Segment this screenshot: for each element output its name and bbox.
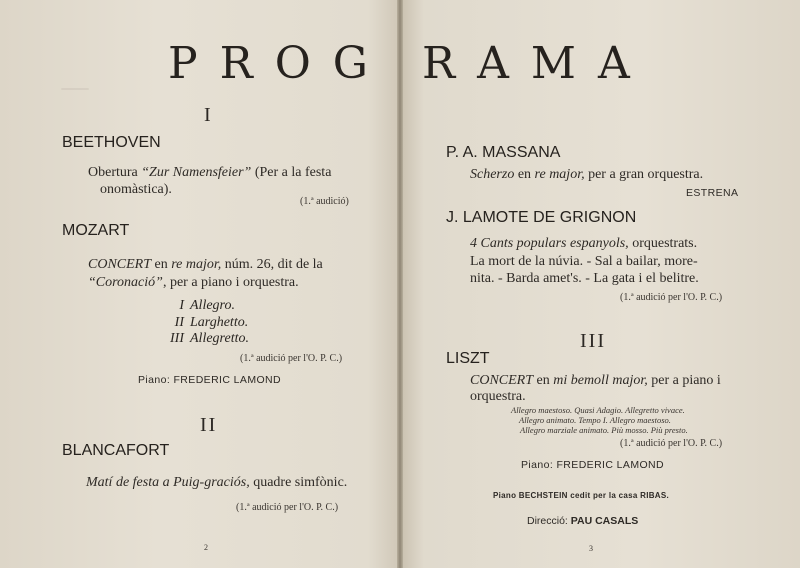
liszt-work-title: CONCERT xyxy=(470,373,534,388)
liszt-pianist: Piano: FREDERIC LAMOND xyxy=(521,459,664,471)
blancafort-work-line xyxy=(86,474,347,492)
liszt-work-suffix: per a piano i xyxy=(647,373,721,388)
section-heading-2: II xyxy=(200,414,218,436)
movement-name: Allegretto. xyxy=(190,331,249,346)
composer-lamote-de-grignon: J. LAMOTE DE GRIGNON xyxy=(446,209,637,226)
conductor-label: Direcció: xyxy=(527,515,568,527)
show-through-marks: — xyxy=(60,70,100,105)
beethoven-work-prefix: Obertura xyxy=(88,165,142,180)
liszt-work-line-2: orquestra. xyxy=(470,389,526,404)
mozart-work-title: CONCERT xyxy=(88,257,152,272)
liszt-tempo-line-2: Allegro animato. Tempo I. Allegro maestoso. xyxy=(519,415,671,425)
massana-work-title: Scherzo xyxy=(470,167,515,182)
liszt-tempo-line-3: Allegro marziale animato. Più mosso. Più presto. xyxy=(520,425,688,435)
mozart-pianist: Piano: FREDERIC LAMOND xyxy=(138,374,281,386)
mozart-audition-note: (1.ª audició per l'O. P. C.) xyxy=(240,353,343,364)
mozart-movement-3 xyxy=(158,331,249,347)
mozart-movement-1 xyxy=(158,298,235,314)
massana-premiere-label: ESTRENA xyxy=(686,187,739,199)
mozart-work-nickname: “Coronació” xyxy=(88,275,163,290)
movement-number: III xyxy=(170,331,184,346)
lamote-audition-note: (1.ª audició per l'O. P. C.) xyxy=(620,292,723,303)
composer-blancafort: BLANCAFORT xyxy=(62,442,170,459)
beethoven-work-title: “Zur Namensfeier” xyxy=(141,165,252,180)
beethoven-audition-note: (1.ª audició) xyxy=(300,196,349,207)
liszt-audition-note: (1.ª audició per l'O. P. C.) xyxy=(620,438,723,449)
beethoven-work-suffix: (Per a la festa xyxy=(251,165,332,180)
page-number-left: 2 xyxy=(204,543,208,552)
title-right-half: RAMA xyxy=(422,38,652,89)
mozart-work-mid: en xyxy=(151,257,172,272)
blancafort-work-title: Matí de festa a Puig-graciós, xyxy=(86,475,250,490)
lamote-work-suffix: orquestrats. xyxy=(628,236,698,251)
liszt-work-mid: en xyxy=(533,373,554,388)
lamote-work-line-3: nita. - Barda amet's. - La gata i el belitre. xyxy=(470,271,699,286)
mozart-work-suffix: núm. 26, dit de la xyxy=(221,257,323,272)
beethoven-work-line-1 xyxy=(88,164,331,182)
page-number-right: 3 xyxy=(589,544,593,553)
composer-massana: P. A. MASSANA xyxy=(446,144,561,161)
piano-sponsor-credit: Piano BECHSTEIN cedit per la casa RIBAS. xyxy=(493,491,670,500)
mozart-work-scoring: , per a piano i orquestra. xyxy=(162,275,299,290)
liszt-tempo-line-1: Allegro maestoso. Quasi Adagio. Allegretto vivace. xyxy=(511,405,685,415)
massana-work-mid: en xyxy=(514,167,535,182)
conductor-name: PAU CASALS xyxy=(570,515,639,527)
mozart-work-line-2 xyxy=(88,274,299,292)
lamote-work-line-1 xyxy=(470,235,697,253)
conductor-line xyxy=(527,515,638,527)
blancafort-audition-note: (1.ª audició per l'O. P. C.) xyxy=(236,502,339,513)
lamote-work-title: 4 Cants populars espanyols, xyxy=(470,236,629,251)
book-gutter xyxy=(397,0,403,568)
massana-work-line xyxy=(470,166,703,184)
movement-number: II xyxy=(174,315,184,330)
section-heading-3: III xyxy=(580,330,606,352)
movement-number: I xyxy=(179,298,184,313)
massana-work-key: re major, xyxy=(534,167,585,182)
composer-mozart: MOZART xyxy=(62,222,130,239)
section-heading-1: I xyxy=(204,104,213,126)
liszt-work-key: mi bemoll major, xyxy=(553,373,648,388)
movement-name: Allegro. xyxy=(190,298,235,313)
mozart-movement-2 xyxy=(158,315,248,331)
title-left-half: PROG xyxy=(168,38,390,89)
composer-liszt: LISZT xyxy=(446,350,490,367)
beethoven-work-line-2: onomàstica). xyxy=(100,182,172,197)
massana-work-suffix: per a gran orquestra. xyxy=(584,167,704,182)
mozart-work-key: re major, xyxy=(171,257,222,272)
lamote-work-line-2: La mort de la núvia. - Sal a bailar, more- xyxy=(470,254,698,269)
composer-beethoven: BEETHOVEN xyxy=(62,134,161,151)
mozart-work-line-1 xyxy=(88,256,323,274)
blancafort-work-suffix: quadre simfònic. xyxy=(249,475,348,490)
movement-name: Larghetto. xyxy=(190,315,249,330)
